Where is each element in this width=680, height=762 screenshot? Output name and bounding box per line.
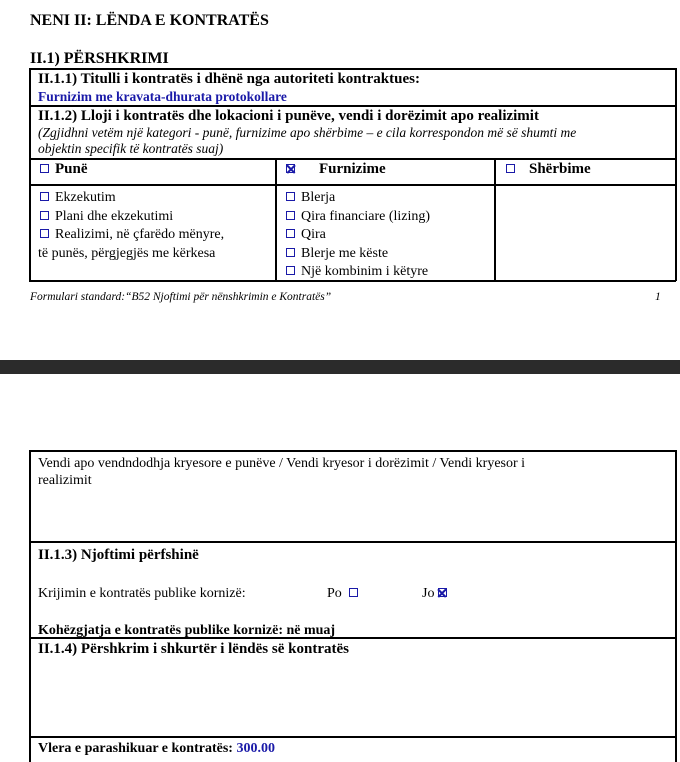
checkbox[interactable] <box>286 211 295 220</box>
row-divider <box>29 541 676 543</box>
option-label: Qira financiare (lizing) <box>301 208 431 224</box>
location-line1: Vendi apo vendndodhja kryesore e punëve / Vendi kryesor i dorëzimit / Vendi kryesor i <box>38 456 526 471</box>
option-label: Ekzekutim <box>55 190 116 205</box>
row-divider <box>29 184 676 186</box>
jo-checkbox[interactable] <box>438 588 447 597</box>
jo-option[interactable] <box>422 585 453 602</box>
checkbox[interactable] <box>40 192 49 201</box>
option-realizimi-cont: të punës, përgjegjës me kërkesa <box>38 245 216 261</box>
form-footer: Formulari standard:“B52 Njoftimi për nënshkrimin e Kontratës” <box>30 291 332 303</box>
option-qira[interactable] <box>286 226 430 245</box>
jo-label: Jo <box>422 586 435 601</box>
option-kombinim[interactable] <box>286 263 430 282</box>
s112-note-line2: objektin specifik të kontratës suaj) <box>38 141 224 156</box>
page-separator <box>0 360 680 374</box>
row-divider <box>29 736 676 738</box>
category-furnizime[interactable] <box>286 161 386 178</box>
table-border <box>29 450 676 452</box>
s114-label: II.1.4) Përshkrim i shkurtër i lëndës së kontratës <box>38 641 349 657</box>
option-realizimi[interactable] <box>40 226 224 245</box>
option-label: Plani dhe ekzekutimi <box>55 208 174 224</box>
s113-label: II.1.3) Njoftimi përfshinë <box>38 547 199 563</box>
category-sherbime[interactable] <box>506 161 591 178</box>
option-blerja[interactable] <box>286 189 430 208</box>
checkbox[interactable] <box>286 266 295 275</box>
pune-checkbox[interactable] <box>40 164 49 173</box>
value-amount: 300.00 <box>236 741 275 756</box>
sherbime-checkbox[interactable] <box>506 164 515 173</box>
checkbox[interactable] <box>286 248 295 257</box>
table-border <box>675 68 677 281</box>
location-text <box>38 455 525 489</box>
option-label: Blerja <box>301 190 336 205</box>
option-blerje-keste[interactable] <box>286 245 430 264</box>
s112-note-line1: (Zgjidhni vetëm një kategori - punë, furnizime apo shërbime – e cila korrespondon më së shumti me <box>38 125 577 140</box>
category-label: Punë <box>55 161 88 177</box>
section-title: NENI II: LËNDA E KONTRATËS <box>30 12 269 29</box>
framework-label: Krijimin e kontratës publike kornizë: <box>38 586 246 601</box>
value-label: Vlera e parashikuar e kontratës: <box>38 741 233 756</box>
page-number: 1 <box>655 291 661 303</box>
checkbox[interactable] <box>40 229 49 238</box>
table-border <box>675 450 677 762</box>
category-label: Shërbime <box>529 161 591 177</box>
row-divider <box>29 105 676 107</box>
po-label: Po <box>327 586 342 601</box>
option-label: Qira <box>301 227 326 242</box>
option-lizing[interactable] <box>286 208 430 227</box>
table-border <box>29 68 676 70</box>
po-checkbox[interactable] <box>349 588 358 597</box>
contract-title-value: Furnizim me kravata-dhurata protokollare <box>38 89 287 104</box>
checkbox[interactable] <box>286 229 295 238</box>
option-label: Realizimi, në çfarëdo mënyre, <box>55 227 225 242</box>
option-ekzekutim[interactable] <box>40 189 224 208</box>
pune-options <box>40 189 224 263</box>
checkbox[interactable] <box>286 192 295 201</box>
table-border <box>29 68 31 281</box>
column-divider <box>494 158 496 281</box>
option-label: Blerje me këste <box>301 245 389 261</box>
table-border <box>29 450 31 762</box>
column-divider <box>275 158 277 281</box>
row-divider <box>29 158 676 160</box>
po-option[interactable] <box>327 585 364 602</box>
option-plani[interactable] <box>40 208 224 227</box>
furnizime-checkbox[interactable] <box>286 164 295 173</box>
estimated-value <box>38 740 275 757</box>
s112-label: II.1.2) Lloji i kontratës dhe lokacioni i punëve, vendi i dorëzimit apo realizimit <box>38 108 539 124</box>
furnizime-options <box>286 189 430 282</box>
duration-label: Kohëzgjatja e kontratës publike kornizë: në muaj <box>38 623 336 638</box>
s111-label: II.1.1) Titulli i kontratës i dhënë nga autoriteti kontraktues: <box>38 71 420 87</box>
category-pune[interactable] <box>40 161 88 178</box>
location-line2: realizimit <box>38 473 92 488</box>
checkbox[interactable] <box>40 211 49 220</box>
category-label: Furnizime <box>319 161 386 177</box>
subsection-title: II.1) PËRSHKRIMI <box>30 50 169 67</box>
s112-note <box>38 125 668 157</box>
option-label: Një kombinim i këtyre <box>301 264 429 279</box>
